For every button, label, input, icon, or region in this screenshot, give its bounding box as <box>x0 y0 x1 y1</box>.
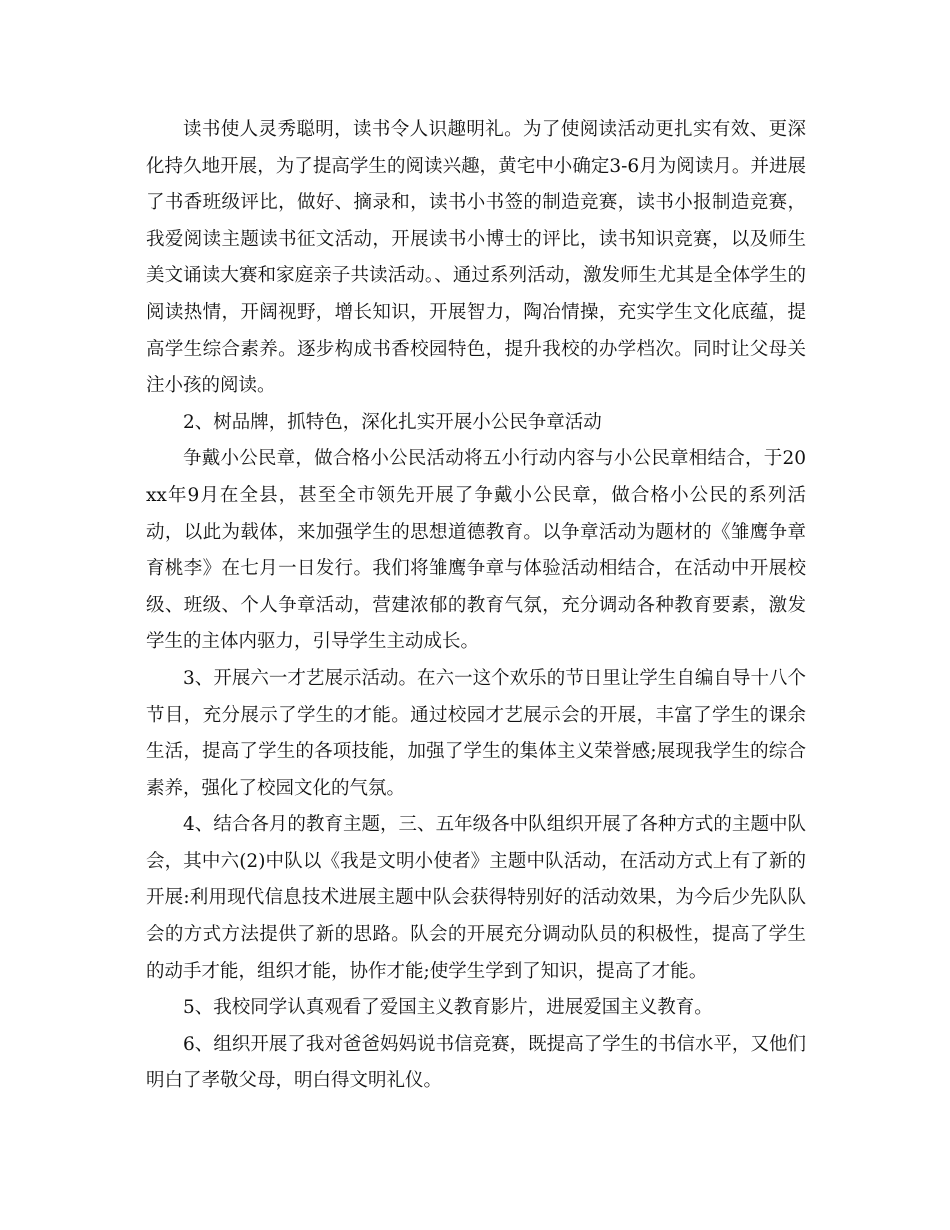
paragraph-team-meeting: 4、结合各月的教育主题，三、五年级各中队组织开展了各种方式的主题中队会，其中六(2)中队以《我是文明小使者》主题中队活动，在活动方式上有了新的开展:利用现代信息技术进展主题中队会获得特别好的活动效果，为今后少先队队会的方式方法提供了新的思路。队会的开展充分调动队员的积极性，提高了学生的动手才能，组织才能，协作才能;使学生学到了知识，提高了才能。 <box>146 814 806 982</box>
document-body <box>146 112 806 1100</box>
paragraph-patriotic-film: 5、我校同学认真观看了爱国主义教育影片，进展爱国主义教育。 <box>183 997 713 1019</box>
paragraph-reading-month: 读书使人灵秀聪明，读书令人识趣明礼。为了使阅读活动更扎实有效、更深化持久地开展，为了提高学生的阅读兴趣，黄宅中小确定3-6月为阅读月。并进展了书香班级评比，做好、摘录和，读书小书签的制造竞赛，读书小报制造竞赛，我爱阅读主题读书征文活动，开展读书小博士的评比，读书知识竞赛，以及师生美文诵读大赛和家庭亲子共读活动。、通过系列活动，激发师生尤其是全体学生的阅读热情，开阔视野，增长知识，开展智力，陶冶情操，充实学生文化底蕴，提高学生综合素养。逐步构成书香校园特色，提升我校的办学档次。同时让父母关注小孩的阅读。 <box>146 119 806 397</box>
paragraph-letter-contest: 6、组织开展了我对爸爸妈妈说书信竞赛，既提高了学生的书信水平，又他们明白了孝敬父母，明白得文明礼仪。 <box>146 1033 806 1092</box>
paragraph-citizen-badge: 争戴小公民章，做合格小公民活动将五小行动内容与小公民章相结合，于20xx年9月在全县，甚至全市领先开展了争戴小公民章，做合格小公民的系列活动，以此为载体，来加强学生的思想道德教育。以争章活动为题材的《雏鹰争章育桃李》在七月一日发行。我们将雏鹰争章与体验活动相结合，在活动中开展校级、班级、个人争章活动，营建浓郁的教育气氛，充分调动各种教育要素，激发学生的主体内驱力，引导学生主动成长。 <box>146 448 806 653</box>
paragraph-heading-brand: 2、树品牌，抓特色，深化扎实开展小公民争章活动 <box>183 411 602 433</box>
paragraph-talent-show: 3、开展六一才艺展示活动。在六一这个欢乐的节日里让学生自编自导十八个节目，充分展示了学生的才能。通过校园才艺展示会的开展，丰富了学生的课余生活，提高了学生的各项技能，加强了学生的集体主义荣誉感;展现我学生的综合素养，强化了校园文化的气氛。 <box>146 667 806 799</box>
